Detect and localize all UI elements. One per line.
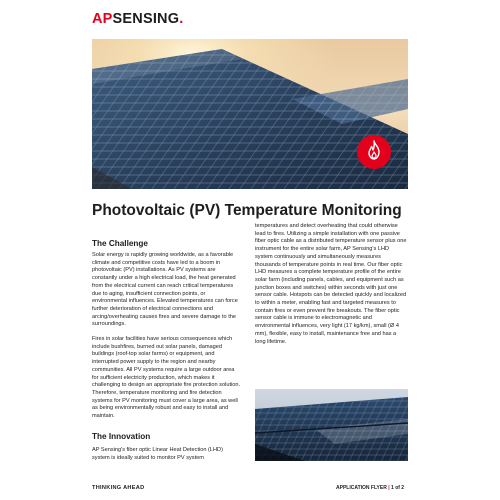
- solar-farm-photo: [255, 389, 408, 461]
- flame-icon: [365, 140, 383, 165]
- innovation-heading: The Innovation: [92, 432, 151, 441]
- footer-tagline: THINKING AHEAD: [92, 485, 145, 491]
- challenge-paragraph-1: Solar energy is rapidly growing worldwide, as a favorable climate and competitive costs have led to a boom in photovoltaic (PV) installations. As PV systems are constantly under a high electrical load, the heat generated from the electrical current can reach critical temperatures due to aging, insufficient connection points, or environmental influences. Elevated temperatures can force further deterioration of electrical connections and arcing/overheating causes fires and severe damage to the surroundings.: [92, 252, 238, 328]
- innovation-body: [92, 447, 242, 462]
- flame-badge: [357, 135, 391, 169]
- brand-logo: [92, 11, 183, 27]
- brand-logo-ap: AP: [92, 11, 113, 27]
- footer-separator: |: [388, 485, 390, 491]
- brand-logo-sensing: SENSING: [112, 11, 180, 27]
- footer-doc-type: APPLICATION FLYER: [336, 485, 387, 491]
- innovation-paragraph-1: AP Sensing's fiber optic Linear Heat Detection (LHD) system is ideally suited to monitor PV system: [92, 447, 223, 461]
- brand-logo-dot: .: [179, 11, 184, 27]
- page-title: Photovoltaic (PV) Temperature Monitoring: [92, 202, 402, 219]
- hero-solar-panels-image: [92, 39, 408, 189]
- challenge-paragraph-2: Fires in solar facilities have serious consequences which include bushfires, burned out solar panels, damaged buildings (roof-top solar farms) or equipment, and interrupted power supply to the region and nearby communities. All PV systems require a large outdoor area for sufficient electricity production, which makes it challenging to design an appropriate fire protection solution. Therefore, temperature monitoring and fire detection systems for PV monitoring must cover a large area, as well as being environmentally robust and easy to install and maintain.: [92, 336, 241, 420]
- footer-doc-info: [336, 485, 404, 491]
- challenge-body: [92, 252, 242, 421]
- challenge-heading: The Challenge: [92, 239, 148, 248]
- footer-page-number: 1 of 2: [391, 485, 405, 491]
- right-column-paragraph-1: temperatures and detect overheating that could otherwise lead to fires. Utilizing a simple installation with one passive fiber optic cable as a distributed temperature sensor plus one instrument for the entire solar farm, AP Sensing's LHD system continuously and simultaneously measures thousands of temperature points in real time. Our fiber optic LHD measures a complete temperature profile of the entire solar farm (including panels, cables, and equipment such as junction boxes and switches) within seconds with just one sensor cable. Hotspots can be detected quickly and localized to within a meter, enabling fast and targeted measures to contain fires or even prevent fire breakouts. The fiber optic sensor cable is immune to electromagnetic and environmental influences, very light (17 kg/km), small (Ø 4 mm), flexible, easy to install, maintenance free and has a long lifetime.: [255, 223, 407, 345]
- right-column-body: [255, 223, 408, 346]
